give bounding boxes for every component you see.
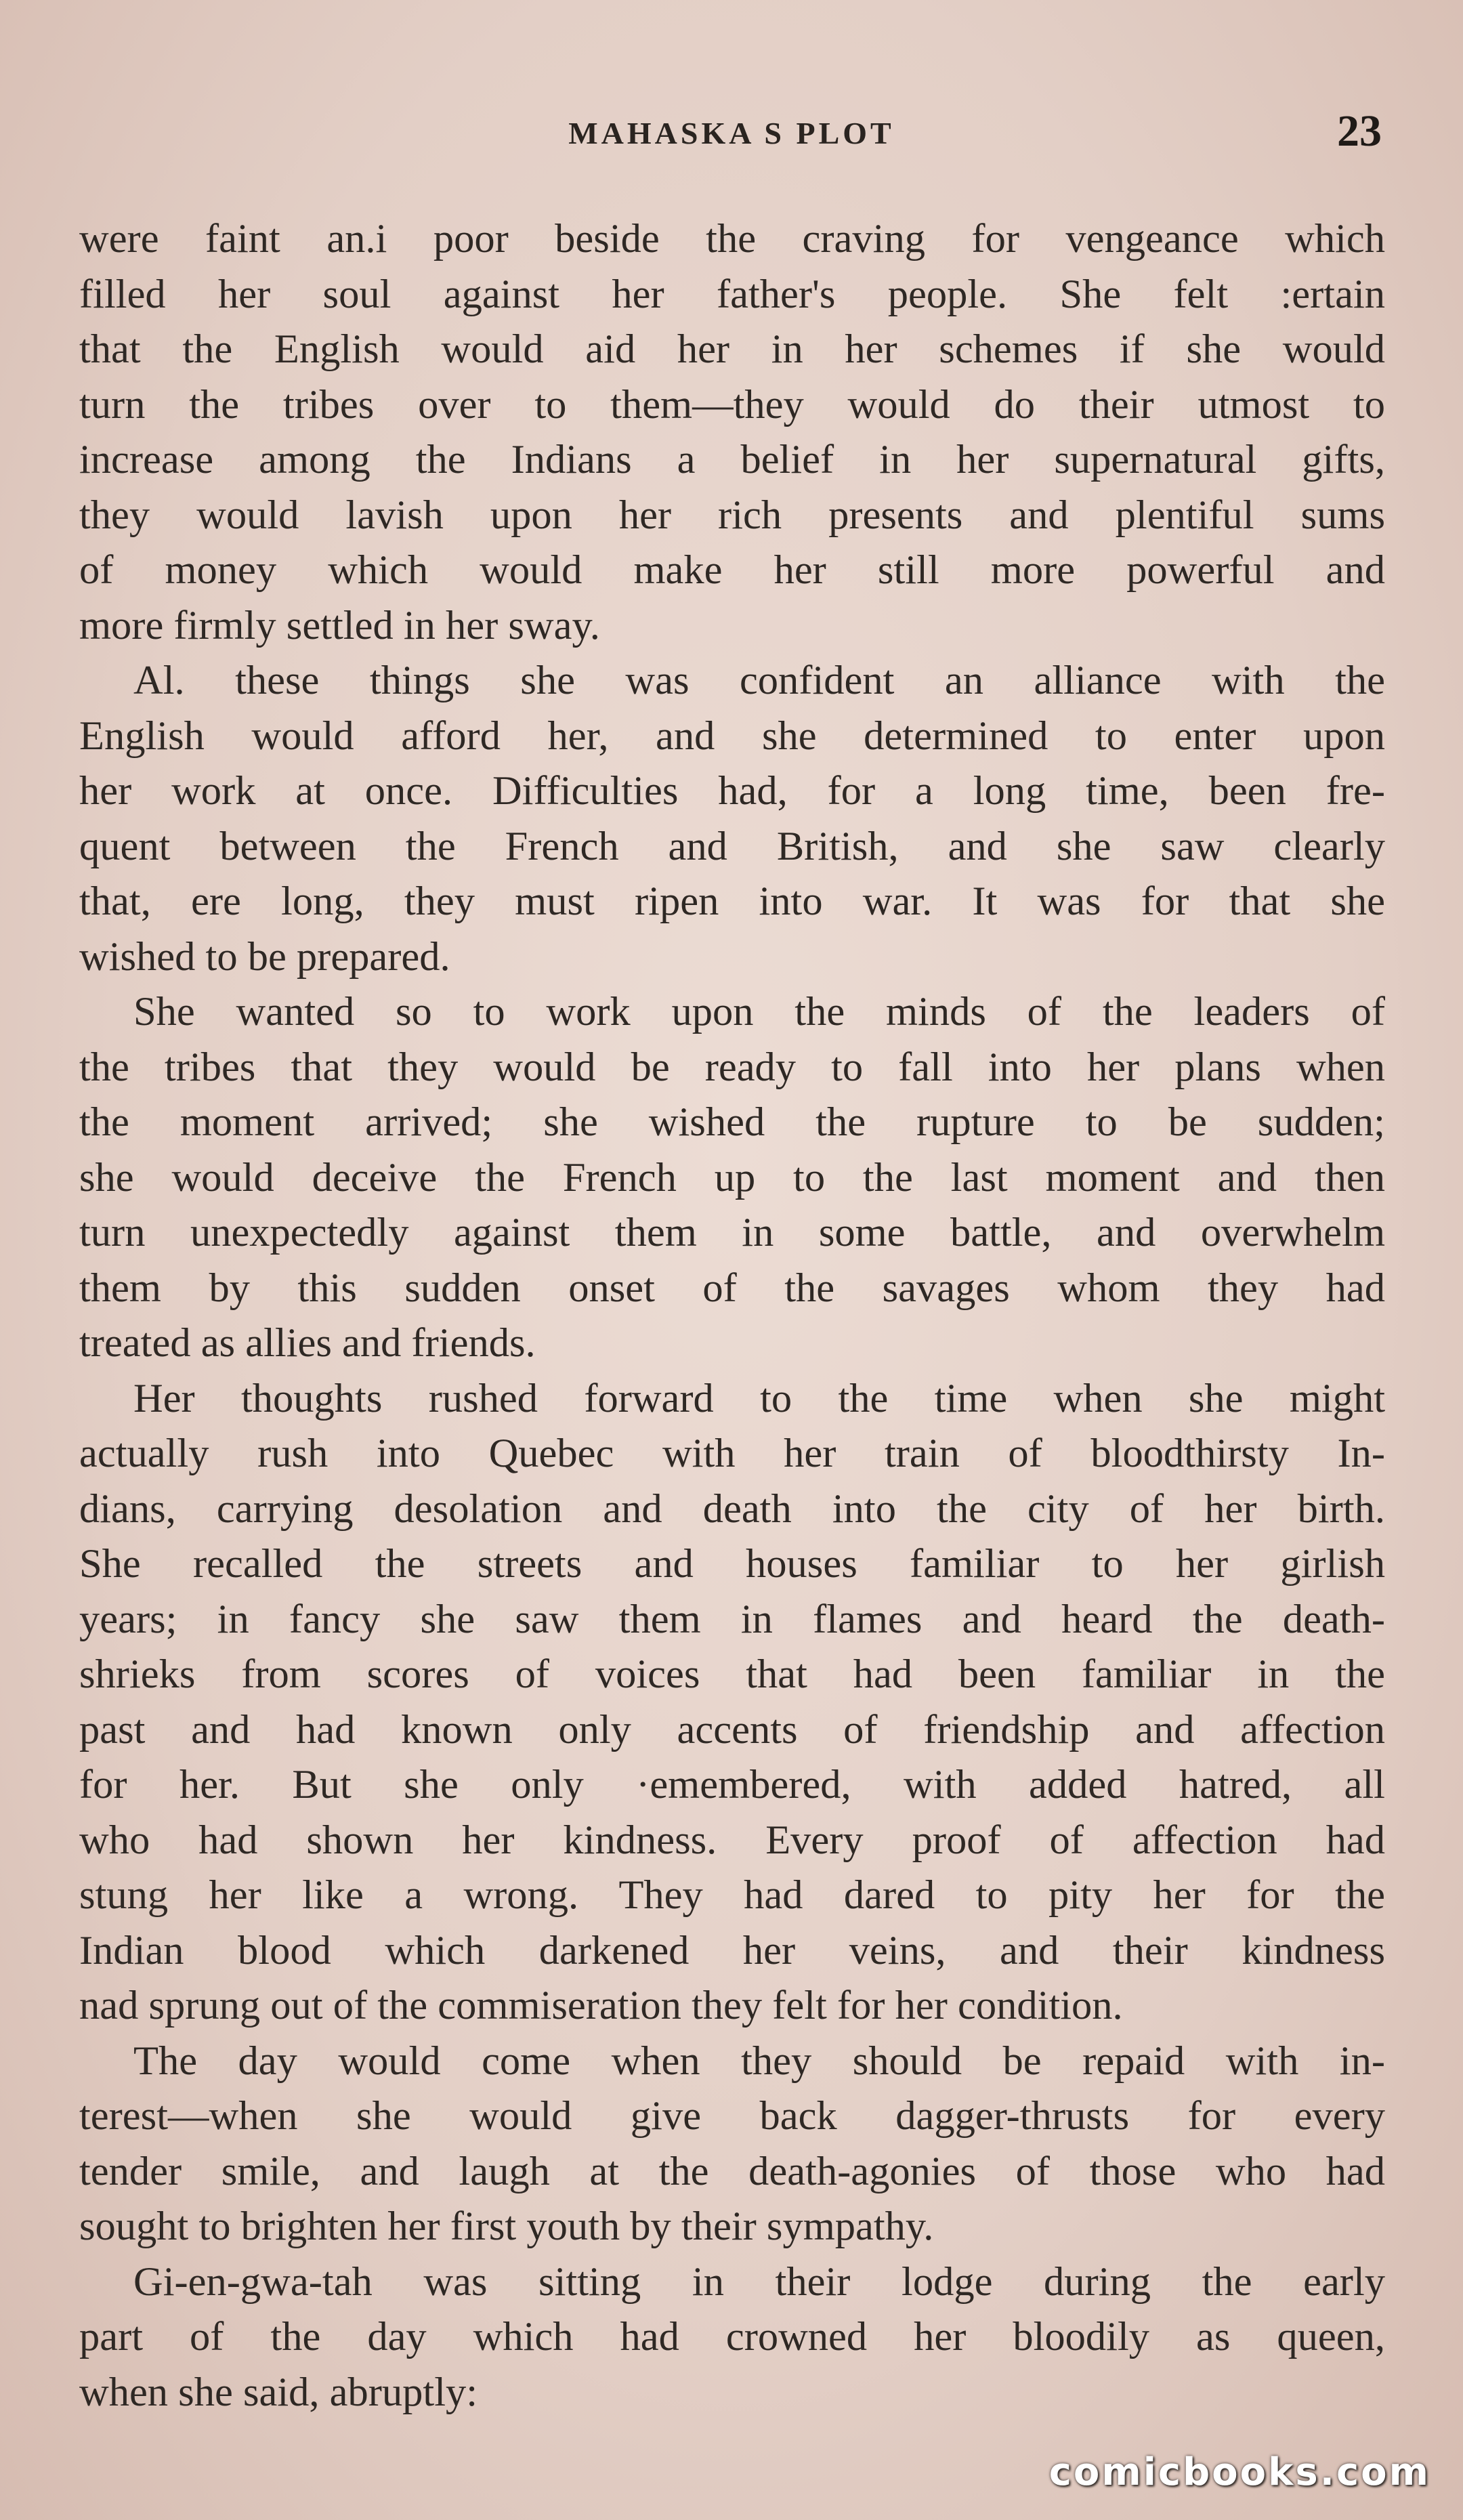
text-line: Indian blood which darkened her veins, and their kindness [79,1927,1385,1973]
text-line: The day would come when they should be repaid with in- [133,2038,1385,2084]
running-title: MAHASKA S PLOT [568,116,895,150]
text-line: the tribes that they would be ready to fall into her plans when [79,1044,1385,1090]
text-line: the moment arrived; she wished the rupture to be sudden; [79,1099,1385,1145]
text-line: years; in fancy she saw them in flames and heard the death- [79,1596,1385,1642]
text-line: quent between the French and British, and she saw clearly [79,823,1385,869]
text-line: were faint an.i poor beside the craving for vengeance which [79,216,1385,261]
text-line: that the English would aid her in her schemes if she would [79,327,1385,372]
text-line: shrieks from scores of voices that had been familiar in the [79,1652,1385,1697]
text-line: that, ere long, they must ripen into war. It was for that she [79,879,1385,924]
text-line: turn unexpectedly against them in some battle, and overwhelm [79,1210,1385,1255]
text-line: Al. these things she was confident an alliance with the [133,658,1385,703]
text-line: part of the day which had crowned her bloodily as queen, [79,2314,1385,2359]
text-line: more firmly settled in her sway. [79,602,600,648]
text-line: sought to brighten her first youth by their sympathy. [79,2204,934,2249]
text-line: Gi-en-gwa-tah was sitting in their lodge during the early [133,2259,1385,2305]
text-line: Her thoughts rushed forward to the time when she might [133,1375,1385,1421]
body-text [79,211,1385,2420]
text-line: them by this sudden onset of the savages whom they had [79,1265,1385,1311]
text-line: stung her like a wrong. They had dared to pity her for the [79,1872,1385,1918]
text-line: who had shown her kindness. Every proof of affection had [79,1817,1385,1863]
text-line: past and had known only accents of friendship and affection [79,1706,1385,1752]
text-line: nad sprung out of the commiseration they felt for her condition. [79,1983,1123,2028]
text-line: they would lavish upon her rich presents and plentiful sums [79,492,1385,538]
text-line: turn the tribes over to them—they would do their utmost to [79,381,1385,427]
text-line: English would afford her, and she determined to enter upon [79,713,1385,759]
text-line: she would deceive the French up to the last moment and then [79,1154,1385,1200]
text-line: actually rush into Quebec with her train of bloodthirsty In- [79,1431,1385,1476]
text-line: her work at once. Difficulties had, for a long time, been fre- [79,768,1385,814]
text-line: filled her soul against her father's people. She felt :ertain [79,271,1385,317]
text-line: dians, carrying desolation and death into the city of her birth. [79,1486,1385,1532]
page-header [81,102,1382,176]
page-number: 23 [1337,106,1382,156]
text-line: increase among the Indians a belief in her supernatural gifts, [79,437,1385,482]
text-line: of money which would make her still more powerful and [79,547,1385,593]
text-line: when she said, abruptly: [79,2369,478,2415]
text-line: terest—when she would give back dagger-thrusts for every [79,2093,1385,2139]
text-line: for her. But she only ·emembered, with added hatred, all [79,1762,1385,1807]
text-line: She recalled the streets and houses familiar to her girlish [79,1541,1385,1587]
text-line: treated as allies and friends. [79,1320,536,1366]
text-line: She wanted so to work upon the minds of the leaders of [133,989,1385,1034]
text-line: wished to be prepared. [79,933,450,980]
text-line: tender smile, and laugh at the death-agonies of those who had [79,2148,1385,2194]
watermark: comicbooks.com [1048,2450,1430,2494]
